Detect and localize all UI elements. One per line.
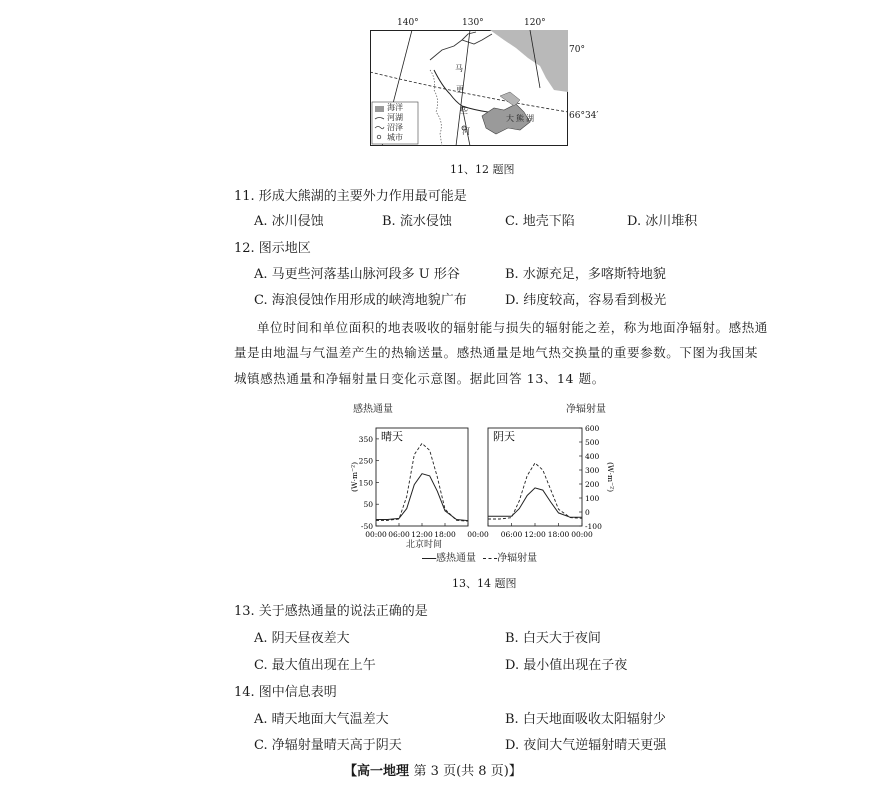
map-caption: 11、12 题图 — [450, 163, 515, 176]
river-char-2: 更 — [456, 85, 464, 94]
legend-ocean-label: 海洋 — [387, 103, 403, 112]
left-tick-label: 50 — [363, 500, 373, 510]
q12-option-d[interactable]: D. 纬度较高，容易看到极光 — [505, 293, 667, 308]
q13-option-b[interactable]: B. 白天大于夜间 — [505, 631, 601, 646]
q14-option-b[interactable]: B. 白天地面吸收太阳辐射少 — [505, 712, 666, 727]
left-tick-label: 250 — [358, 456, 373, 466]
x-tick-label: 12:00 — [411, 530, 433, 539]
chart-right-axis-title: 净辐射量 — [566, 404, 606, 415]
chart-xlabel: 北京时间 — [406, 540, 443, 550]
left-tick-label: 350 — [358, 434, 373, 444]
q12-option-c[interactable]: C. 海浪侵蚀作用形成的峡湾地貌广布 — [254, 293, 467, 308]
right-tick-label: 100 — [585, 494, 600, 503]
legend-dashed-line-icon — [483, 558, 497, 559]
q13-option-d[interactable]: D. 最小值出现在子夜 — [505, 658, 628, 673]
lake-char-3: 湖 — [526, 114, 534, 123]
chart-legend — [422, 553, 537, 565]
right-tick-label: 600 — [585, 424, 600, 433]
q14-option-a[interactable]: A. 晴天地面大气温差大 — [254, 712, 389, 727]
right-tick-label: 300 — [585, 466, 600, 475]
right-tick-label: 200 — [585, 480, 600, 489]
chart-caption: 13、14 题图 — [452, 577, 517, 590]
q12-stem: 12. 图示地区 — [234, 241, 311, 256]
q11-stem: 11. 形成大熊湖的主要外力作用最可能是 — [234, 189, 467, 204]
x-tick-label: 00:00 — [571, 530, 593, 539]
left-tick-label: -50 — [360, 522, 373, 531]
q14-option-c[interactable]: C. 净辐射量晴天高于阴天 — [254, 738, 402, 753]
legend-ocean-symbol — [375, 106, 384, 112]
x-tick-label: 12:00 — [524, 530, 546, 539]
q14-stem: 14. 图中信息表明 — [234, 685, 337, 700]
lon-label-120: 120° — [524, 18, 546, 28]
passage-line-2: 量是由地温与气温差产生的热输送量。感热通量是地气热交换量的重要参数。下图为我国某 — [234, 345, 759, 360]
panel-label: 晴天 — [381, 430, 403, 443]
x-tick-label: 06:00 — [500, 530, 523, 539]
right-tick-label: 500 — [585, 438, 600, 447]
q11-option-c[interactable]: C. 地壳下陷 — [505, 214, 575, 229]
legend-lake-label: 河湖 — [387, 113, 403, 122]
passage-line-3: 城镇感热通量和净辐射量日变化示意图。据此回答 13、14 题。 — [234, 371, 605, 386]
lat-label-70: 70° — [569, 45, 585, 55]
q14-option-d[interactable]: D. 夜间大气逆辐射晴天更强 — [505, 738, 667, 753]
lon-label-130: 130° — [462, 18, 484, 28]
panel-label: 阴天 — [493, 430, 515, 443]
lat-label-66: 66°34′ — [569, 111, 599, 121]
chart-svg — [346, 400, 616, 572]
right-tick-label: -100 — [585, 522, 602, 531]
legend-city-symbol — [377, 135, 381, 139]
footer-subject: 【高一地理 — [344, 764, 410, 779]
q11-option-b[interactable]: B. 流水侵蚀 — [382, 214, 452, 229]
x-tick-label: 06:00 — [388, 530, 410, 539]
q11-option-a[interactable]: A. 冰川侵蚀 — [254, 214, 324, 229]
net-radiation-line — [376, 443, 468, 521]
legend-swamp-label: 沼泽 — [387, 123, 403, 132]
river-char-1: 马 — [455, 64, 463, 73]
footer-page: 第 3 页(共 8 页)】 — [413, 764, 522, 779]
sensible-heat-line — [488, 488, 582, 517]
x-tick-label: 18:00 — [547, 530, 570, 539]
q13-option-c[interactable]: C. 最大值出现在上午 — [254, 658, 376, 673]
legend-city-label: 城市 — [387, 133, 403, 142]
x-tick-label: 18:00 — [434, 530, 456, 539]
lake-char-1: 大 — [506, 114, 514, 123]
right-tick-label: 400 — [585, 452, 600, 461]
right-unit-label: (W·m⁻²) — [606, 461, 615, 493]
left-unit-label: (W·m⁻²) — [350, 461, 359, 493]
net-radiation-line — [488, 463, 582, 519]
lon-label-140: 140° — [397, 18, 419, 28]
x-tick-label: 00:00 — [365, 530, 387, 539]
left-tick-label: 150 — [358, 478, 373, 488]
legend-net-radiation: 净辐射量 — [497, 553, 538, 564]
q13-option-a[interactable]: A. 阴天昼夜差大 — [254, 631, 350, 646]
q12-option-a[interactable]: A. 马更些河落基山脉河段多 U 形谷 — [254, 267, 460, 282]
river-char-4: 河 — [462, 127, 470, 136]
x-tick-label: 00:00 — [467, 530, 489, 539]
q13-stem: 13. 关于感热通量的说法正确的是 — [234, 604, 428, 619]
q12-option-b[interactable]: B. 水源充足，多喀斯特地貌 — [505, 267, 666, 282]
legend-sensible-heat: 感热通量 — [436, 553, 476, 564]
passage-line-1: 单位时间和单位面积的地表吸收的辐射能与损失的辐射能之差，称为地面净辐射。感热通 — [257, 320, 768, 335]
flux-chart — [346, 400, 616, 572]
chart-left-axis-title: 感热通量 — [353, 404, 393, 415]
lake-char-2: 熊 — [516, 114, 524, 123]
right-tick-label: 0 — [585, 508, 590, 517]
sensible-heat-line — [376, 474, 468, 521]
legend-solid-line-icon — [422, 558, 436, 559]
river-char-3: 些 — [460, 106, 468, 115]
footer — [344, 764, 522, 780]
q11-option-d[interactable]: D. 冰川堆积 — [627, 214, 698, 229]
